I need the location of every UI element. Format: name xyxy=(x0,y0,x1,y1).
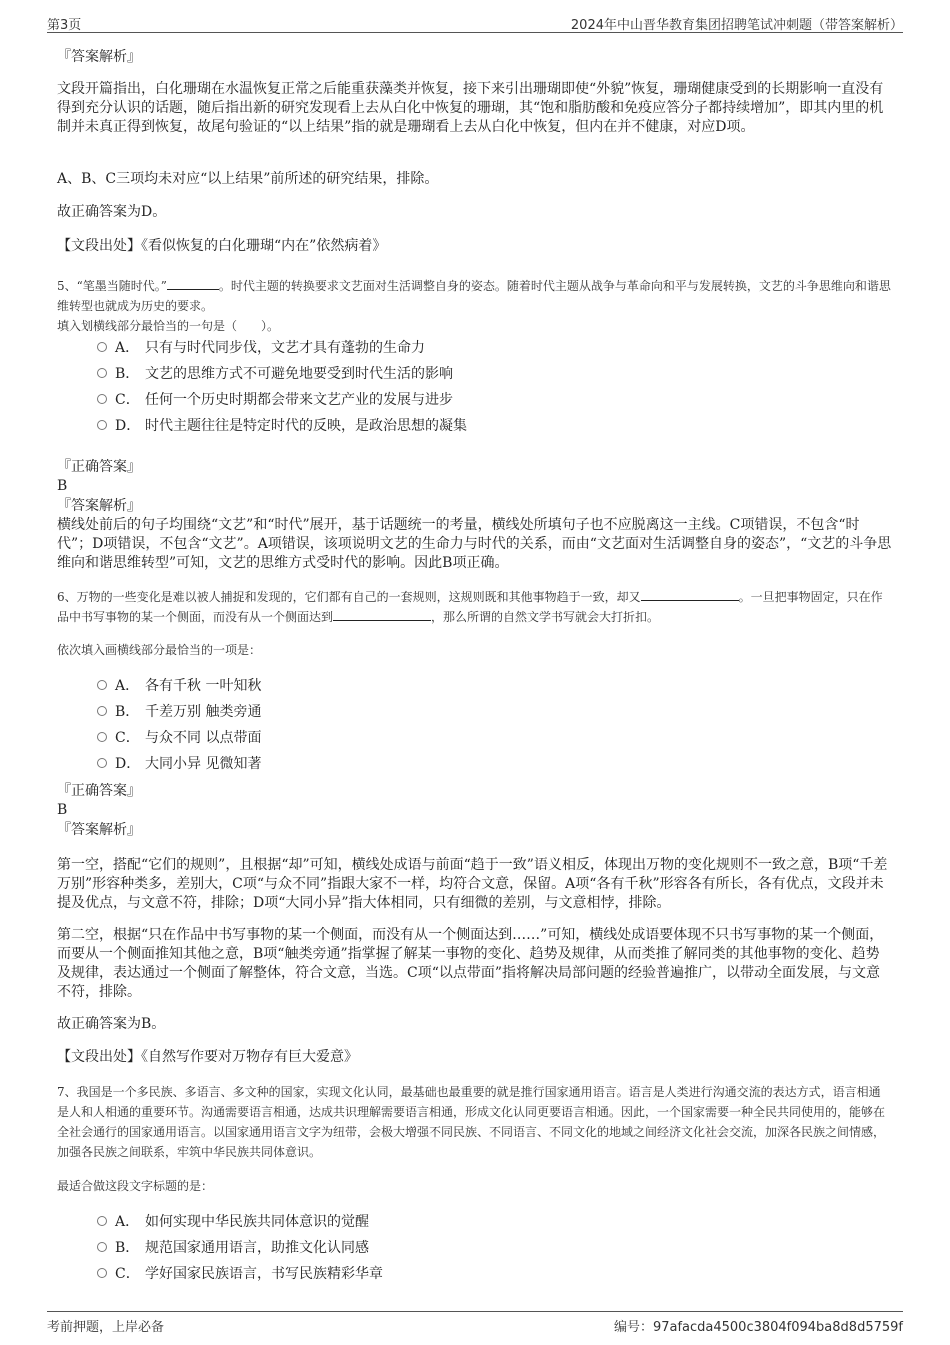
q6-analysis-p2: 第二空，根据“只在作品中书写事物的某一个侧面，而没有从一个侧面达到……”可知，横线处成语要体现不只书写事物的某一个侧面，而要从一个侧面推知其他之意，B项“触类旁通”指掌握了解某一事物的变化、趋势及规律，从而类推了解同类的其他事物的变化、趋势及规律，表达通过一个侧面了解整体，符合文意，当选。C项“以点带面”指将解决局部问题的经验普遍推广，以带动全面发展，与文意不符，排除。 xyxy=(57,927,884,1000)
q6-blank-1 xyxy=(641,588,739,601)
q5-prompt: 填入划横线部分最恰当的一句是（ ）。 xyxy=(57,319,280,333)
page-header xyxy=(47,10,903,33)
footer-slogan: 考前押题，上岸必备 xyxy=(47,1320,165,1335)
q5-analysis-label: 『答案解析』 xyxy=(57,498,141,514)
page-footer xyxy=(47,1311,903,1338)
q5-stem-part-b: 。时代主题的转换要求文艺面对生活调整自身的姿态。随着时代主题从战争与革命向和平与发展转换，文艺的斗争思维向和谐思维转型也就成为历史的要求。 xyxy=(57,279,891,313)
q5-option-a[interactable]: A． 只有与时代同步伐，文艺才具有蓬勃的生命力 xyxy=(97,338,425,358)
q5-blank xyxy=(167,277,219,290)
q4-analysis-label: 『答案解析』 xyxy=(57,49,141,65)
q7-option-b[interactable]: B． 规范国家通用语言，助推文化认同感 xyxy=(97,1238,369,1258)
q7-prompt: 最适合做这段文字标题的是： xyxy=(57,1179,214,1193)
q5-answer-label: 『正确答案』 xyxy=(57,459,141,475)
q5-option-b[interactable]: B． 文艺的思维方式不可避免地要受到时代生活的影响 xyxy=(97,364,453,384)
q6-option-a[interactable]: A． 各有千秋 一叶知秋 xyxy=(97,676,261,696)
radio-icon[interactable] xyxy=(97,342,107,352)
radio-icon[interactable] xyxy=(97,680,107,690)
q6-analysis-p3: 故正确答案为B。 xyxy=(57,1016,166,1032)
q7-option-a[interactable]: A． 如何实现中华民族共同体意识的觉醒 xyxy=(97,1212,369,1232)
q4-source: 【文段出处】《看似恢复的白化珊瑚“内在”依然病着》 xyxy=(57,238,387,254)
radio-icon[interactable] xyxy=(97,420,107,430)
document-title: 2024年中山晋华教育集团招聘笔试冲刺题（带答案解析） xyxy=(570,18,903,33)
q6-prompt: 依次填入画横线部分最恰当的一项是： xyxy=(57,643,262,657)
q6-analysis-p1: 第一空，搭配“它们的规则”，且根据“却”可知，横线处成语与前面“趋于一致”语义相反，体现出万物的变化规则不一致之意，B项“千差万别”形容种类多，差别大，C项“与众不同”指跟大家不一样，均符合文意，保留。A项“各有千秋”形容各有所长，各有优点，文段并未提及优点，与文意不符，排除；D项“大同小异”指大体相同，只有细微的差别，与文意相悖，排除。 xyxy=(57,857,888,911)
radio-icon[interactable] xyxy=(97,368,107,378)
q5-answer: B xyxy=(57,478,68,494)
document-id: 编号：97afacda4500c3804f094ba8d8d5759f xyxy=(613,1320,903,1335)
q6-source: 【文段出处】《自然写作要对万物存有巨大爱意》 xyxy=(57,1049,358,1065)
q6-stem: 6、万物的一些变化是难以被人捕捉和发现的，它们都有自己的一套规则，这规则既和其他事物趋于一致，却又 。一旦把事物固定，只在作品中书写事物的某一个侧面，而没有从一个侧面达到 ，那么所谓的自然文学书写就会大打折扣。 xyxy=(57,590,883,624)
q5-stem xyxy=(57,276,892,316)
q4-analysis-p1: 文段开篇指出，白化珊瑚在水温恢复正常之后能重获藻类并恢复，接下来引出珊瑚即使“外貌”恢复，珊瑚健康受到的长期影响一直没有得到充分认识的话题，随后指出新的研究发现看上去从白化中恢复的珊瑚，其“饱和脂肪酸和免疫应答分子都持续增加”，即其内里的机制并未真正得到恢复，故尾句验证的“以上结果”指的就是珊瑚看上去从白化中恢复，但内在并不健康，对应D项。 xyxy=(57,81,884,135)
q7-stem: 7、我国是一个多民族、多语言、多文种的国家，实现文化认同，最基础也最重要的就是推行国家通用语言。语言是人类进行沟通交流的表达方式，语言相通是人和人相通的重要环节。沟通需要语言相通，达成共识理解需要语言相通，形成文化认同更要语言相通。因此，一个国家需要一种全民共同使用的，能够在全社会通行的国家通用语言。以国家通用语言文字为纽带，会极大增强不同民族、不同语言、不同文化的地域之间经济文化社会交流，加深各民族之间情感，加强各民族之间联系，牢筑中华民族共同体意识。 xyxy=(57,1085,886,1159)
q6-answer-label: 『正确答案』 xyxy=(57,783,141,799)
q4-analysis-p2: A、B、C三项均未对应“以上结果”前所述的研究结果，排除。 xyxy=(57,171,439,187)
q6-answer: B xyxy=(57,802,68,818)
q5-analysis: 横线处前后的句子均围绕“文艺”和“时代”展开，基于话题统一的考量，横线处所填句子也不应脱离这一主线。C项错误，不包含“时代”；D项错误，不包含“文艺”。A项错误，该项说明文艺的生命力与时代的关系，而由“文艺面对生活调整自身的姿态”，“文艺的斗争思维向和谐思维转型”可知，文艺的思维方式受时代的影响。因此B项正确。 xyxy=(57,517,892,571)
radio-icon[interactable] xyxy=(97,1216,107,1226)
q5-option-c[interactable]: C． 任何一个历史时期都会带来文艺产业的发展与进步 xyxy=(97,390,453,410)
q5-option-d[interactable]: D． 时代主题往往是特定时代的反映，是政治思想的凝集 xyxy=(97,416,467,436)
radio-icon[interactable] xyxy=(97,1242,107,1252)
q6-blank-2 xyxy=(333,608,431,621)
radio-icon[interactable] xyxy=(97,706,107,716)
radio-icon[interactable] xyxy=(97,1268,107,1278)
radio-icon[interactable] xyxy=(97,758,107,768)
q6-option-d[interactable]: D． 大同小异 见微知著 xyxy=(97,754,261,774)
page-number: 第3页 xyxy=(47,18,82,33)
q6-option-c[interactable]: C． 与众不同 以点带面 xyxy=(97,728,261,748)
q6-analysis-label: 『答案解析』 xyxy=(57,822,141,838)
q7-option-c[interactable]: C． 学好国家民族语言，书写民族精彩华章 xyxy=(97,1264,383,1284)
q4-analysis-p3: 故正确答案为D。 xyxy=(57,204,167,220)
radio-icon[interactable] xyxy=(97,732,107,742)
q6-option-b[interactable]: B． 千差万别 触类旁通 xyxy=(97,702,261,722)
q5-stem-part-a: 5、“笔墨当随时代。” xyxy=(57,279,167,293)
radio-icon[interactable] xyxy=(97,394,107,404)
